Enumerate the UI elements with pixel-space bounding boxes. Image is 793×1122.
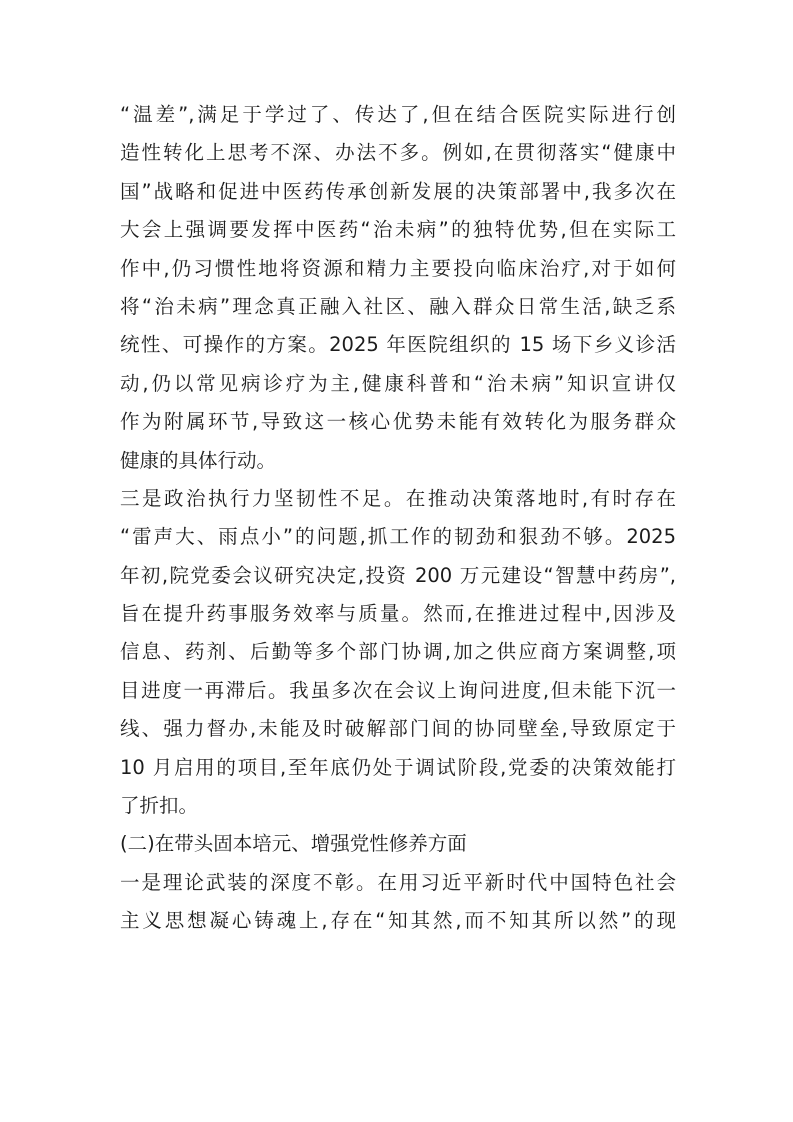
paragraph-end-line: 健康的具体行动。 [120, 448, 277, 472]
text-line: 线、强力督办,未能及时破解部门间的协同壁垒,导致原定于 [120, 717, 676, 741]
text-line: 年初,院党委会议研究决定,投资 200 万元建设“智慧中药房”, [120, 563, 676, 587]
text-line: 造性转化上思考不深、办法不多。例如,在贯彻落实“健康中 [120, 141, 676, 165]
text-line: 一是理论武装的深度不彰。在用习近平新时代中国特色社会 [120, 870, 676, 894]
text-line: 大会上强调要发挥中医药“治未病”的独特优势,但在实际工 [120, 218, 676, 242]
text-line: 动,仍以常见病诊疗为主,健康科普和“治未病”知识宣讲仅 [120, 371, 676, 395]
text-line: 三是政治执行力坚韧性不足。在推动决策落地时,有时存在 [120, 486, 676, 510]
text-line: 国”战略和促进中医药传承创新发展的决策部署中,我多次在 [120, 179, 676, 203]
text-line: 旨在提升药事服务效率与质量。然而,在推进过程中,因涉及 [120, 602, 676, 626]
text-line: “温差”,满足于学过了、传达了,但在结合医院实际进行创 [120, 103, 676, 126]
text-line: 作为附属环节,导致这一核心优势未能有效转化为服务群众 [120, 410, 676, 434]
text-line: 作中,仍习惯性地将资源和精力主要投向临床治疗,对于如何 [120, 256, 676, 280]
text-line: 10 月启用的项目,至年底仍处于调试阶段,党委的决策效能打 [120, 755, 676, 779]
text-line: 将“治未病”理念真正融入社区、融入群众日常生活,缺乏系 [120, 294, 676, 318]
text-line: “雷声大、雨点小”的问题,抓工作的韧劲和狠劲不够。2025 [120, 525, 676, 549]
text-line: 统性、可操作的方案。2025 年医院组织的 15 场下乡义诊活 [120, 333, 676, 357]
text-line: 目进度一再滞后。我虽多次在会议上询问进度,但未能下沉一 [120, 678, 676, 702]
section-heading: (二)在带头固本培元、增强党性修养方面 [120, 832, 467, 856]
text-line: 信息、药剂、后勤等多个部门协调,加之供应商方案调整,项 [120, 640, 676, 664]
text-line: 主义思想凝心铸魂上,存在“知其然,而不知其所以然”的现 [120, 909, 676, 933]
document-body [120, 96, 676, 941]
paragraph-end-line: 了折扣。 [120, 794, 199, 818]
